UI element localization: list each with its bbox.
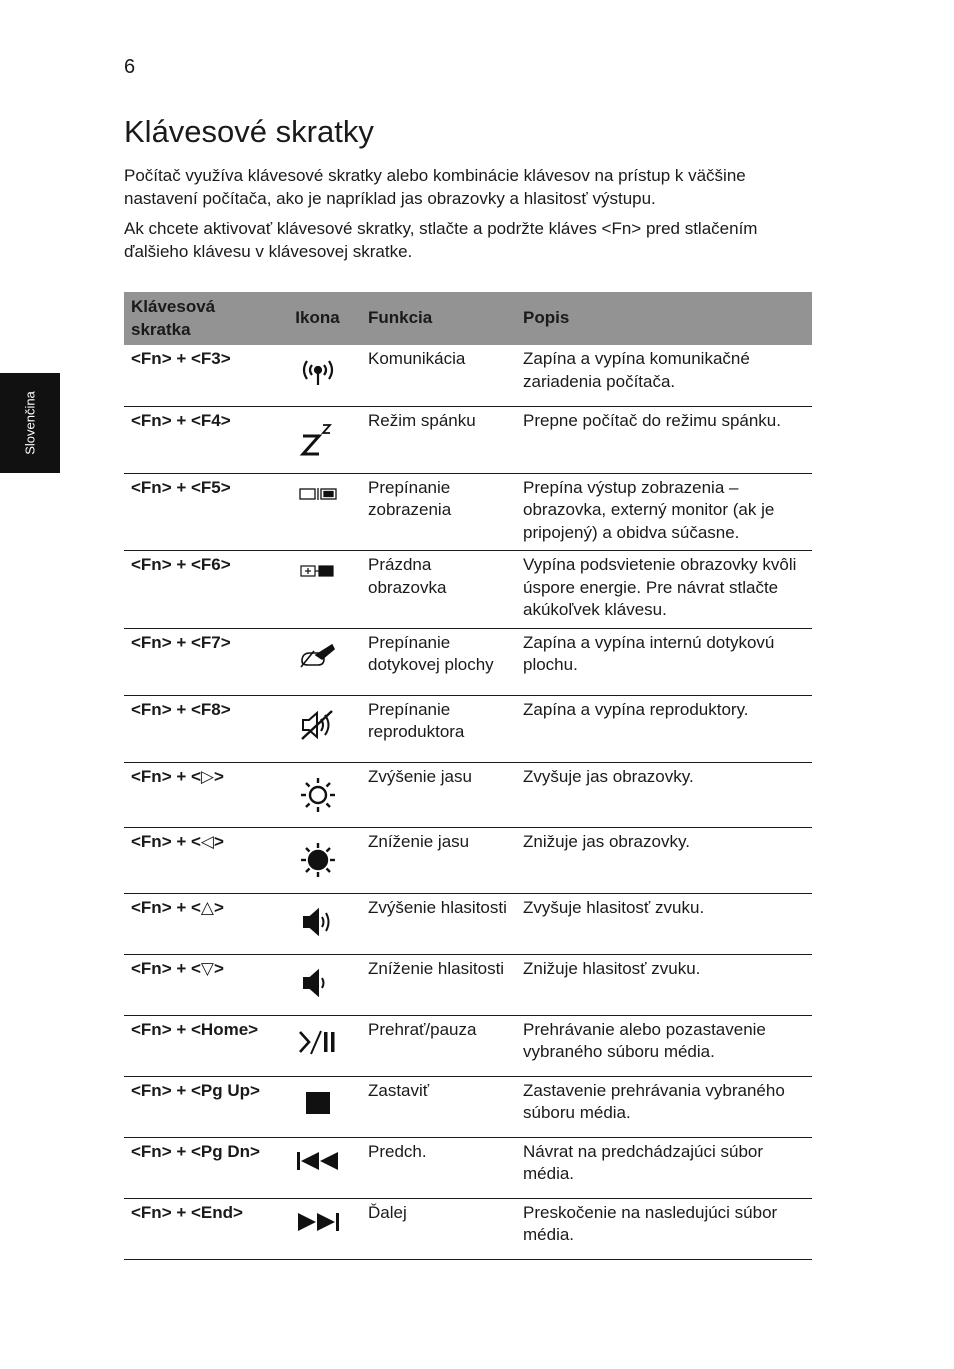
function-name: Prepínanie zobrazenia [368, 477, 452, 519]
function-name: Komunikácia [368, 349, 466, 368]
wireless-icon [298, 372, 338, 391]
function-name: Prepínanie dotykovej plochy [368, 632, 494, 674]
shortcut-key: <Fn> + <▽> [131, 958, 224, 978]
header-shortcut: Klávesová skratka [131, 297, 216, 339]
table-row [124, 762, 812, 828]
function-name: Ďalej [368, 1202, 407, 1222]
function-name: Prepínanie reproduktora [368, 699, 465, 741]
table-row [124, 551, 812, 629]
header-icon: Ikona [295, 308, 340, 328]
function-name: Predch. [368, 1141, 427, 1161]
shortcut-key: <Fn> + <Home> [131, 1019, 259, 1039]
next-track-icon [295, 1218, 341, 1237]
shortcut-key: <Fn> + <△> [131, 897, 224, 917]
shortcut-key: <Fn> + <F3> [131, 349, 231, 368]
function-name: Zastaviť [368, 1080, 430, 1100]
brightness-up-icon [298, 800, 338, 819]
function-name: Zníženie hlasitosti [368, 958, 505, 978]
function-description: Zastavenie prehrávania vybraného súboru média. [523, 1080, 785, 1122]
stop-icon [298, 1102, 338, 1121]
table-row [124, 695, 812, 762]
page-title: Klávesové skratky [124, 114, 374, 149]
function-name: Prehrať/pauza [368, 1019, 477, 1039]
table-row [124, 473, 812, 551]
play-pause-icon [297, 1041, 339, 1060]
table-row [124, 345, 812, 406]
language-label: Slovenčina [22, 391, 38, 455]
sleep-icon [298, 444, 338, 463]
brightness-down-icon [298, 865, 338, 884]
function-description: Preskočenie na nasledujúci súbor média. [523, 1202, 778, 1244]
table-row [124, 893, 812, 954]
shortcut-key: <Fn> + <F8> [131, 699, 231, 719]
table-row [124, 628, 812, 695]
table-row [124, 1015, 812, 1076]
language-side-tab [0, 373, 60, 473]
display-toggle-icon [298, 487, 338, 506]
function-name: Zvýšenie hlasitosti [368, 897, 507, 917]
header-description: Popis [523, 308, 570, 328]
function-description: Zapína a vypína komunikačné zariadenia počítača. [523, 349, 750, 391]
page-number: 6 [124, 56, 136, 78]
shortcut-key: <Fn> + <◁> [131, 832, 224, 851]
intro-paragraph-2: Ak chcete aktivovať klávesové skratky, stlačte a podržte kláves <Fn> pred stlačením ďalšieho klávesu v klávesovej skratke. [124, 219, 758, 261]
shortcut-key: <Fn> + <F5> [131, 477, 231, 497]
function-description: Návrat na predchádzajúci súbor média. [523, 1141, 764, 1183]
function-description: Znižuje hlasitosť zvuku. [523, 958, 701, 978]
table-row [124, 954, 812, 1015]
header-function: Funkcia [368, 308, 433, 328]
function-description: Prepína výstup zobrazenia – obrazovka, externý monitor (ak je pripojený) a obidva súčasne. [523, 477, 775, 542]
shortcut-key: <Fn> + <F4> [131, 410, 231, 430]
volume-down-icon [298, 984, 338, 1003]
table-row [124, 1198, 812, 1259]
intro-paragraph-1: Počítač využíva klávesové skratky alebo kombinácie klávesov na prístup k väčšine nastavení počítača, ako je napríklad jas obrazovky a hlasitosť výstupu. [124, 166, 746, 208]
volume-up-icon [298, 923, 338, 942]
table-row [124, 1137, 812, 1198]
function-description: Zapína a vypína reproduktory. [523, 699, 749, 719]
function-description: Prehrávanie alebo pozastavenie vybraného súboru média. [523, 1019, 766, 1061]
function-description: Znižuje jas obrazovky. [523, 832, 690, 851]
function-description: Zapína a vypína internú dotykovú plochu. [523, 632, 775, 674]
previous-track-icon [295, 1157, 341, 1176]
table-header-row [124, 292, 812, 345]
function-description: Zvyšuje hlasitosť zvuku. [523, 897, 705, 917]
function-description: Prepne počítač do režimu spánku. [523, 410, 781, 430]
shortcut-key: <Fn> + <▷> [131, 766, 224, 786]
function-name: Prázdna obrazovka [368, 555, 447, 597]
table-row [124, 406, 812, 473]
function-name: Zníženie jasu [368, 832, 470, 851]
speaker-mute-icon [298, 727, 338, 746]
screen-blank-icon [298, 564, 338, 583]
function-description: Zvyšuje jas obrazovky. [523, 766, 694, 786]
table-row [124, 828, 812, 894]
shortcut-key: <Fn> + <Pg Up> [131, 1080, 260, 1100]
shortcut-key: <Fn> + <End> [131, 1202, 243, 1222]
shortcut-key: <Fn> + <F7> [131, 632, 231, 652]
shortcut-key: <Fn> + <Pg Dn> [131, 1141, 260, 1161]
table-row [124, 1076, 812, 1137]
shortcut-table [124, 292, 812, 1260]
function-name: Zvýšenie jasu [368, 766, 472, 786]
touchpad-toggle-icon [298, 654, 338, 673]
function-description: Vypína podsvietenie obrazovky kvôli úspore energie. Pre návrat stlačte akúkoľvek klávesu. [523, 555, 797, 619]
shortcut-key: <Fn> + <F6> [131, 555, 231, 574]
function-name: Režim spánku [368, 410, 476, 430]
